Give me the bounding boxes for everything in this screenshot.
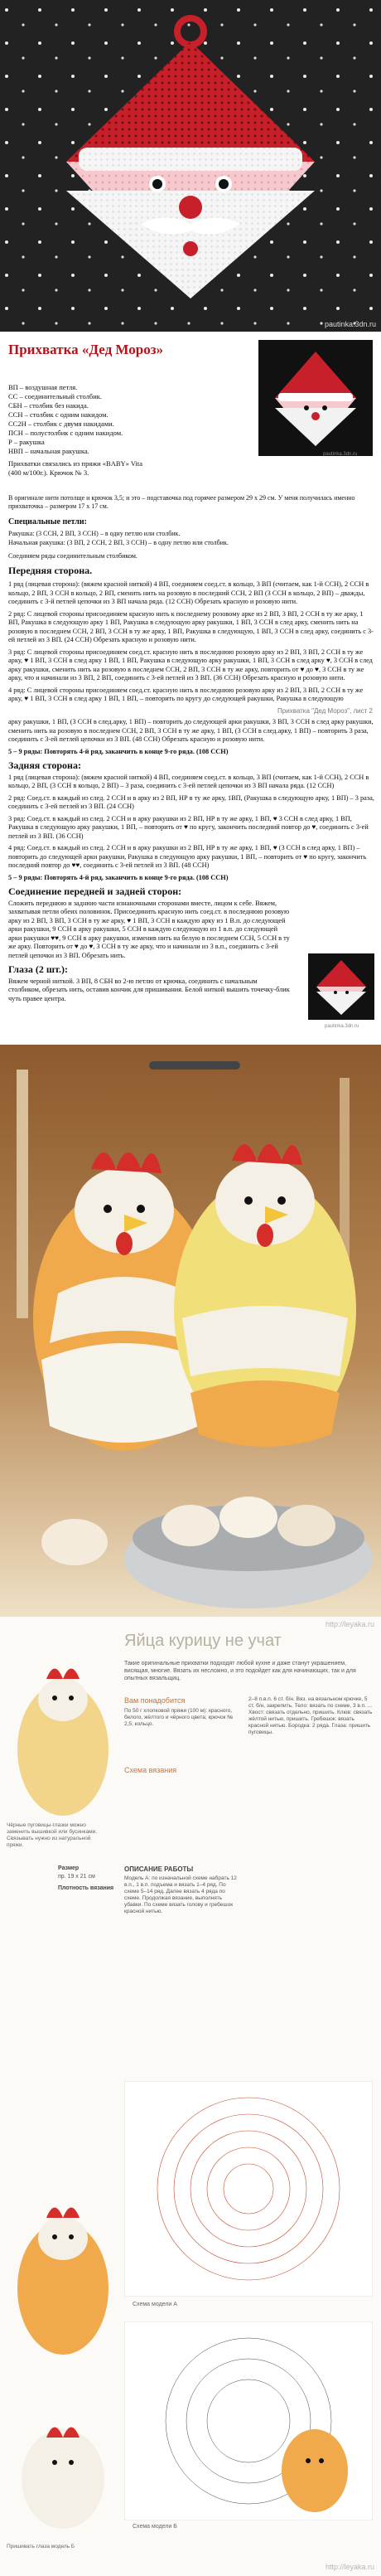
back-row-1: 1 ряд (лицевая сторона): (вяжем красной ниткой) 4 ВП, соединяем соед.ст. в кольцо, 3 ВП (считаем, как 1-й ССН), 2 ССН в кольцо, 2 ВП, (3 ССН в кольцо, 2 ВП) – 3 раза, соединить с 3-ей петлей цепочки из 3 ВП начала ряда. (12 ССН): [8, 773, 369, 789]
legend-line: ПСН – полустолбик с одним накидом.: [8, 429, 123, 437]
back-title: Задняя сторона:: [8, 759, 81, 771]
watermark-small-1: pautinka.3dn.ru: [323, 452, 358, 457]
santa-photo-panel: [0, 0, 381, 332]
page2-caption: Прихватка "Дед Мороз", лист 2: [277, 707, 373, 715]
watermark-small-2: pautinka.3dn.ru: [325, 1024, 359, 1029]
density-label: Плотность вязания: [58, 1885, 114, 1891]
bottom-caption: Пришивать глаза модель Б: [7, 2544, 75, 2549]
document-page-2: [0, 705, 381, 1045]
legend-line: СС2Н – столбик с двумя накидами.: [8, 420, 114, 428]
watermark-top: pautinka.3dn.ru: [324, 320, 376, 328]
legend-line: СС – соединительный столбик.: [8, 392, 103, 400]
materials-title: Вам понадобится: [124, 1696, 186, 1705]
santa-thumbnail: [258, 340, 373, 456]
legend-line: СБН – столбик без накида.: [8, 401, 89, 410]
magazine-title: Яйца курицу не учат: [124, 1632, 282, 1650]
join-note: Соединяем ряды соединительным столбиком.: [8, 552, 137, 560]
left-caption: Чёрные пуговицы-глазки можно заменить вышивкой или бусинками. Связывать нужно из натуральной пряжи.: [7, 1822, 98, 1848]
legend-line: ССН – столбик с одним накидом.: [8, 410, 109, 419]
legend-line: Р – ракушка: [8, 438, 45, 446]
size-label: Размер: [58, 1865, 80, 1871]
front-row-2: 2 ряд: С лицевой стороны присоединяем красную нить к последнему розовому арке из 2 ВП, 3 ВП, 2 ССН в ту же арку, 1 ВП, Ракушка в следующую арку 1 ВП, Ракушка в следующую арку ракушки, 1 ВП, 3 ССН в след арку, сменить нить на розовую в последнем ССН, 2 ВП, 3 ССН в ту же арку, 1 ВП, Ракушка в следующую, 1 ВП, 3 ССН в след арку, соединить с 3-ей петлей из 3 ВП. (24 ССН) Обрезать красную и розовую нити.: [8, 609, 374, 643]
front-row-1: 1 ряд (лицевая сторона): (вяжем красной ниткой) 4 ВП, соединяем соед.ст. в кольцо, 3 ВП (считаем, как 1-й ССН), 2 ССН в кольцо, 2 ВП, 3 ССН в кольцо, 2 ВП, сменить нить на розовую в последний ССН, 2 ВП (3 ССН в кольцо, 2 ВП) – дважды, соединить с 3-й петлей цепочки из 3 ВП начала ряда. (12 ССН) Обрезать красную и розовую нити.: [8, 580, 369, 605]
front-row-3: 3 ряд: С лицевой стороны присоединяем соед.ст. красную нить в последнюю розовую арку из 2 ВП, 3 ВП, 2 ССН в ту же арку, ♥ 1 ВП, 3 ССН в след арку 1 ВП, 1 ВП, Ракушка в следующую арку ракушки, 1 ВП, 3 ССН в след арку ♥, 3 ССН в след арку ракушки, сменить нить на розовую в последнем ССН, 2 ВП, 3 ССН в ту же арку, повторить от ♥ до ♥, 3 ССН в ту же арку, что и начинали из 3 ВП, 2 ВП, соединить с 3-ей петлей из 3 ВП. (36 ССН) Обрезать красную и розовую нити.: [8, 648, 373, 682]
pattern-title: Схема вязания: [124, 1766, 177, 1774]
page2-continuation: арку ракушки, 1 ВП, (3 ССН в след.арку, 1 ВП) – повторить до следующей арки ракушки, 3 ВП, 3 ССН в след арку ракушки, сменить нить на розовую в последнем ССН, 2 ВП, 3 ССН в ту же арку, 1 ВП, (3 ССН в след.арку, 1 ВП) – повторить 3 раза, соединить с 3-ей петлей цепочки из 3 ВП. (48 ССН) Обрезать красную и розовую нити.: [8, 718, 374, 743]
schema-b-label: Схема модели Б: [133, 2524, 177, 2530]
back-row-3: 3 ряд: Соед.ст. в каждый из след. 2 ССН и в арку ракушки из 2 ВП, НР в ту же арку, 1 ВП, ♥ 3 ССН в след арку, 1 ВП, Ракушка в следующую арку ракушки, 1 ВП, – повторить от ♥ по кругу, закончить последний повтор до ♥, соединить с 3-ей петлей из 3 ВП. (36 ССН): [8, 814, 369, 840]
back-row-2: 2 ряд: Соед.ст. в каждый из след. 2 ССН и в арку из 2 ВП, НР в ту же арку, 1ВП, (Ракушка в следующую арку, 1 ВП) – 3 раза, соединить с 3-ей петлей из 3 ВП. (24 ССН): [8, 793, 374, 810]
rows-5-9: 5 – 9 ряды: Повторять 4-й ряд, заканчить в конце 9-го ряда. (108 ССН): [8, 747, 229, 755]
schema-a-label: Схема модели А: [133, 2302, 177, 2307]
special-1: Ракушка: (3 ССН, 2 ВП, 3 ССН) – в одну петлю или столбик.: [8, 530, 181, 537]
front-row-4: 4 ряд: С лицевой стороны присоединяем соед.ст. красную нить в последнюю розовую арку из 2 ВП, 3 ВП, 2 ССН в ту же арку, ♥ 1 ВП, 3 ССН в след арку 1 ВП, 1 ВП, – повторить по кругу до следующей ракушки, Ракушка в следующую: [8, 686, 364, 702]
special-title: Специальные петли:: [8, 517, 88, 526]
legend-line: НВП – начальная ракушка.: [8, 447, 89, 455]
document-page-1: [0, 332, 381, 705]
special-2: Начальная ракушка: (3 ВП, 2 ССН, 2 ВП, 3 ССН) – в одну петлю или столбик.: [8, 539, 229, 546]
rows-5-9-back: 5 – 9 ряды: Повторять 4-й ряд, заканчить в конце 9-го ряда. (108 ССН): [8, 873, 229, 881]
legend-line: ВП – воздушная петля.: [8, 383, 78, 391]
materials-1: По 50 г хлопковой пряжи (100 м): красного, белого, жёлтого и чёрного цвета; крючок № 2,5; кольцо.: [124, 1708, 234, 1727]
desc-title: ОПИСАНИЕ РАБОТЫ: [124, 1865, 194, 1873]
santa-potholder-photo: [0, 0, 381, 332]
watermark-bottom: http://leyaka.ru: [325, 2563, 374, 2571]
chicken-photo-panel: [0, 1045, 381, 1617]
eyes-text: Вяжем черной ниткой. 3 ВП, 8 СБН во 2-ю петлю от крючка, соединить с начальным столбиком, обрезать нить, оставив кончик для пришивания. Белой ниткой вышить точечку-блик чуть правее центра.: [8, 977, 290, 1002]
chicken-potholders-photo: [0, 1045, 381, 1617]
yarn-note: Прихватки связались из пряжи «BABY» Vita (400 м/100г.). Крючок № 3.: [8, 459, 143, 477]
magazine-page: [0, 1617, 381, 2576]
size-note: В оригинале нити потолще и крючок 3,5; и это – подставочка под горячее размером 29 х 29 см. У меня получилась именно прихваточка – размером 17 х 17 см.: [8, 494, 355, 510]
eyes-title: Глаза (2 шт.):: [8, 963, 68, 975]
back-row-4: 4 ряд: Соед.ст. в каждый из след. 2 ССН и в арку ракушки из 2 ВП, НР в ту же арку, 1 ВП, ♥ (3 ССН в след арку, 1 ВП) – повторить до следующей арки ракушки, Ракушка в следующую арку ракушки, 1 ВП, – повторить от ♥ по кругу, закончить последний повтор до ♥♥, соединить с 3-ей петлей из 3 ВП. (48 ССН): [8, 844, 367, 869]
desc-text: Модель А: по изначальной схеме набрать 12 в.п., 1 в.п. подъема и вязать 1–4 ряд. По схеме 5–14 ряд. Далее вязать 4 ряда по схеме. Продолжая вязание, выполнять убавки. По схеме вязать голову и гребешок красной нитью.: [124, 1875, 237, 1914]
doc1-title: Прихватка «Дед Мороз»: [8, 342, 164, 357]
watermark-middle: http://leyaka.ru: [325, 1620, 374, 1628]
front-title: Передняя сторона.: [8, 565, 93, 576]
right-column: 2–8 п.в.п. 6 ст. б/н. Вяз. на вязальном крючке, 5 ст. б/н, закрепить. Тело: вязать по схеме, 3 в.п. ... Хвост: связать отдельно, пришить. Клюв: связать жёлтой нитью, пришить. Гребешок: вязать красной нитью. Бородка: 2 ряда. Глаза: пришить пуговицы.: [248, 1696, 373, 1735]
magazine-intro: Такие оригинальные прихватки подходят любой кухне и даже станут украшением, висящая, многие. Вязать их несложно, и это подойдет как для начинающих, так и для опытных вязальщиц.: [124, 1661, 356, 1681]
join-text: Сложить переднюю и заднюю части изнаночными сторонами вместе, лицом к себе. Вяжем, захватывая петли обеих половинок. Присоединить красную нить соед.ст. в последнюю розовую арку из 2 ВП, 3 ВП, 3 ССН в ту же арку, ♥ 1 ВП, 3 ССН в каждую арку из 1 В.п. до следующей арки ракушки, 9 ССН в арку ракушки, 5 ССН в каждую следующую из 1 в.п. до следующей арки ракушки ♥♥, 9 ССН в арку ракушки, изменив нить на белую в последнем ССН, 5 ССН в ту же арку. Повторить от ♥ до ♥, 3 ССН в ту же арку, что и начинали из 3 в.п., соединить с 3-ей петлей цепочки из 3 ВП. Обрезать нить.: [8, 899, 290, 959]
join-title: Соединение передней и задней сторон:: [8, 885, 182, 897]
size-value: пр. 19 х 21 см: [58, 1874, 95, 1880]
schema-model-b: [124, 2321, 373, 2520]
santa-thumbnail-2: [308, 953, 374, 1020]
left-chicken-illustrations: [5, 1633, 121, 2562]
schema-model-a: [124, 2081, 373, 2297]
doc1-legend: [8, 383, 248, 478]
front-rows: [8, 580, 374, 705]
